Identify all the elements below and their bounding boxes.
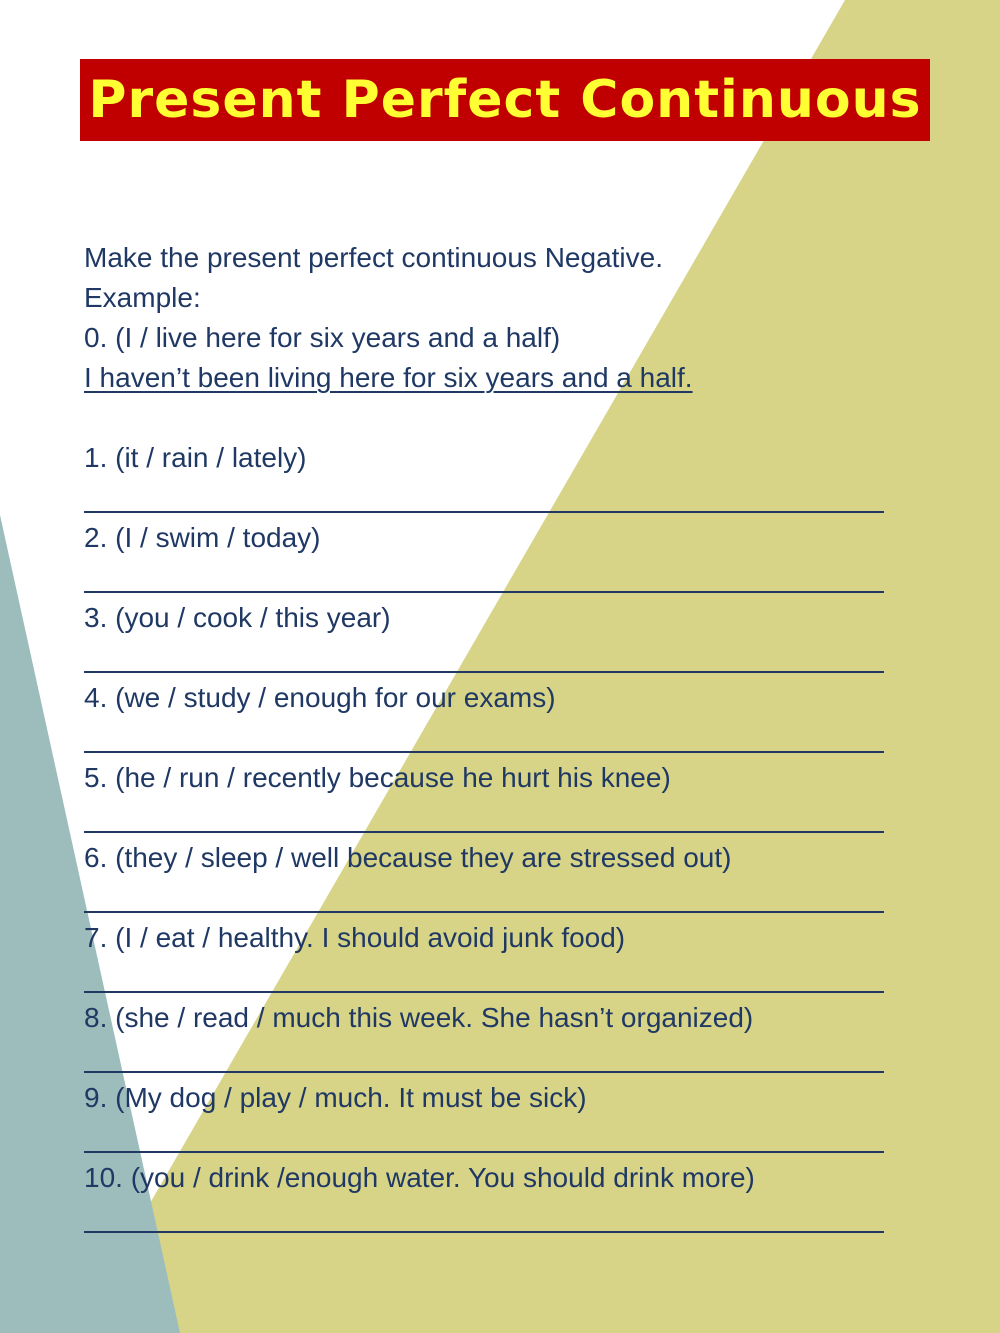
- question-10: [84, 1158, 904, 1238]
- question-text: 3. (you / cook / this year): [84, 602, 391, 633]
- answer-line-6[interactable]: [84, 911, 884, 913]
- question-5: [84, 758, 904, 838]
- question-text: 5. (he / run / recently because he hurt his knee): [84, 762, 671, 793]
- answer-line-9[interactable]: [84, 1151, 884, 1153]
- example-prompt: 0. (I / live here for six years and a half): [84, 322, 561, 353]
- question-8: [84, 998, 904, 1078]
- question-text: 1. (it / rain / lately): [84, 442, 307, 473]
- question-1: [84, 438, 904, 518]
- question-text: 4. (we / study / enough for our exams): [84, 682, 556, 713]
- answer-line-3[interactable]: [84, 671, 884, 673]
- spacer: [84, 398, 904, 438]
- question-9: [84, 1078, 904, 1158]
- answer-line-7[interactable]: [84, 991, 884, 993]
- question-text: 7. (I / eat / healthy. I should avoid junk food): [84, 922, 626, 953]
- example-label: Example:: [84, 282, 201, 313]
- question-2: [84, 518, 904, 598]
- question-text: 6. (they / sleep / well because they are stressed out): [84, 842, 732, 873]
- question-text: 8. (she / read / much this week. She hasn’t organized): [84, 1002, 754, 1033]
- example-answer: I haven’t been living here for six years and a half.: [84, 362, 693, 393]
- question-7: [84, 918, 904, 998]
- instruction-text: Make the present perfect continuous Negative.: [84, 242, 664, 273]
- answer-line-10[interactable]: [84, 1231, 884, 1233]
- page-title: Present Perfect Continuous: [88, 70, 922, 130]
- answer-line-2[interactable]: [84, 591, 884, 593]
- worksheet-content: [84, 238, 904, 1238]
- answer-line-8[interactable]: [84, 1071, 884, 1073]
- question-text: 10. (you / drink /enough water. You should drink more): [84, 1162, 755, 1193]
- answer-line-4[interactable]: [84, 751, 884, 753]
- question-text: 2. (I / swim / today): [84, 522, 321, 553]
- answer-line-1[interactable]: [84, 511, 884, 513]
- title-banner: [80, 59, 930, 141]
- question-4: [84, 678, 904, 758]
- question-text: 9. (My dog / play / much. It must be sick): [84, 1082, 587, 1113]
- answer-line-5[interactable]: [84, 831, 884, 833]
- question-3: [84, 598, 904, 678]
- question-6: [84, 838, 904, 918]
